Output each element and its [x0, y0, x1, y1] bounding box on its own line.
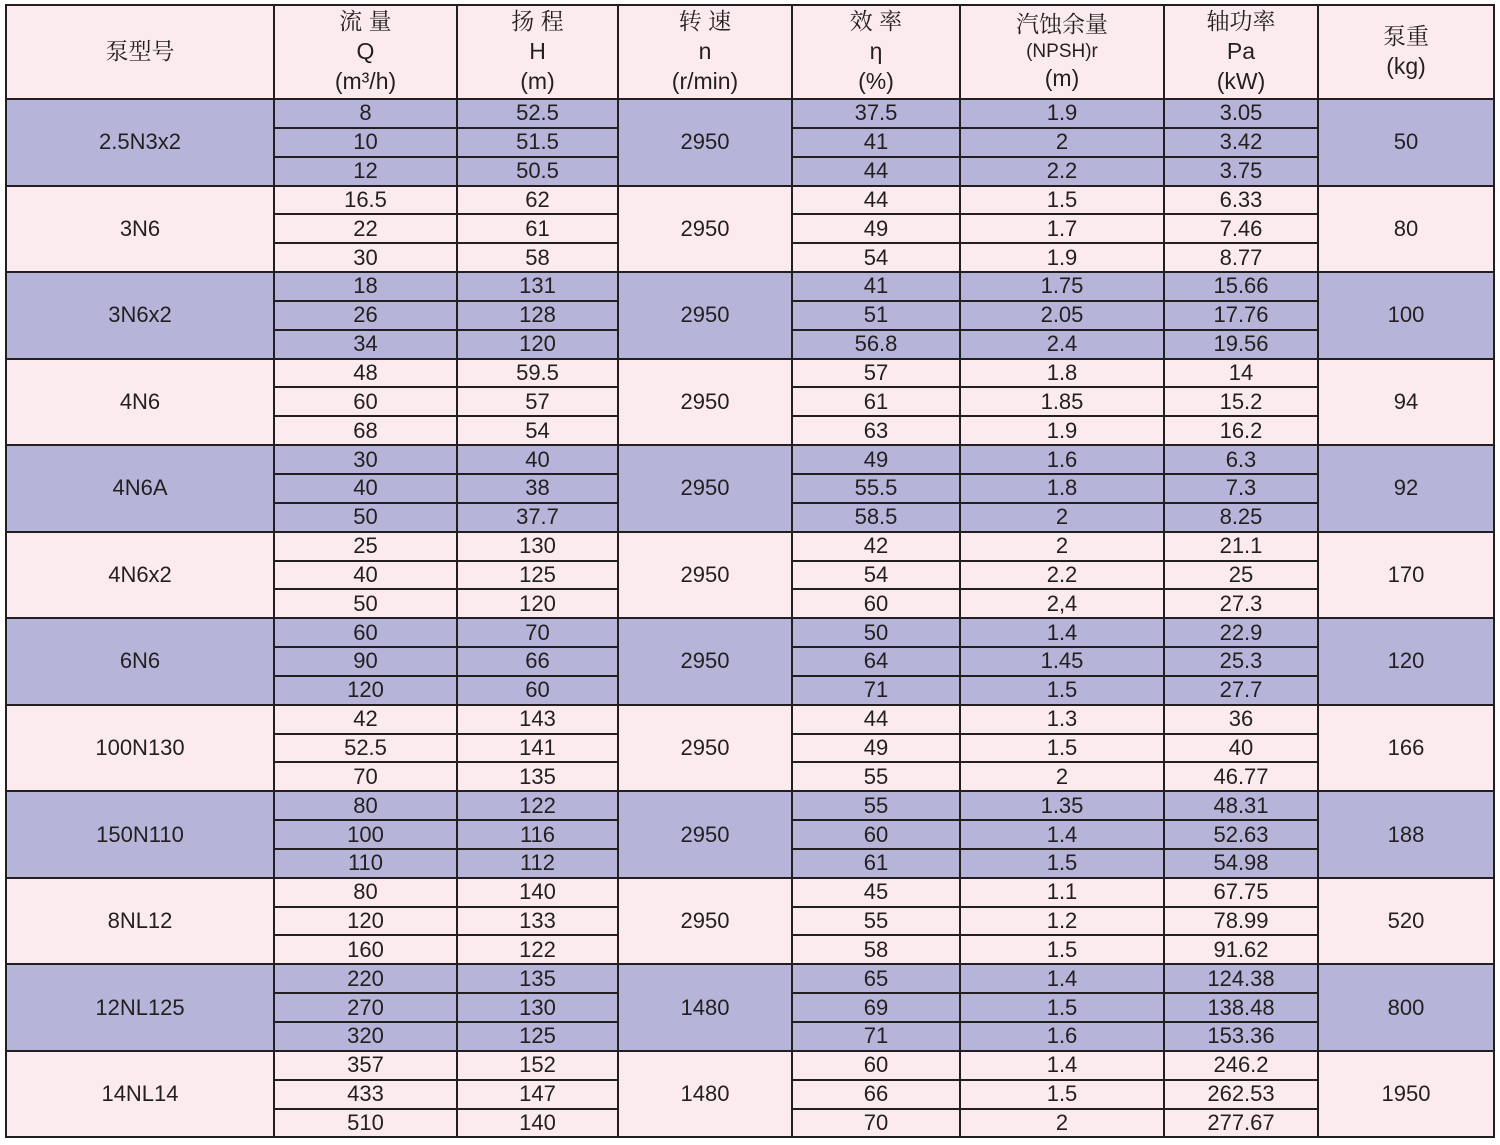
- head-cell: 135: [457, 762, 618, 791]
- flow-cell: 70: [274, 762, 457, 791]
- power-cell: 27.3: [1164, 589, 1318, 618]
- weight-cell: 100: [1318, 272, 1494, 359]
- header-speed: 转 速 n (r/min): [618, 5, 792, 99]
- flow-cell: 34: [274, 330, 457, 359]
- head-cell: 70: [457, 618, 618, 647]
- flow-cell: 60: [274, 387, 457, 416]
- npsh-cell: 1.5: [960, 186, 1164, 215]
- npsh-cell: 2.2: [960, 561, 1164, 590]
- power-cell: 3.75: [1164, 157, 1318, 186]
- head-cell: 128: [457, 301, 618, 330]
- table-row: [6, 99, 1494, 128]
- table-row: [6, 964, 1494, 993]
- npsh-cell: 1.5: [960, 734, 1164, 763]
- npsh-cell: 1.7: [960, 214, 1164, 243]
- model-cell: 100N130: [6, 705, 274, 792]
- efficiency-cell: 58: [792, 935, 960, 964]
- npsh-cell: 1.9: [960, 416, 1164, 445]
- efficiency-cell: 42: [792, 532, 960, 561]
- flow-cell: 26: [274, 301, 457, 330]
- speed-cell: 2950: [618, 99, 792, 186]
- flow-cell: 110: [274, 849, 457, 878]
- efficiency-cell: 71: [792, 676, 960, 705]
- efficiency-cell: 49: [792, 445, 960, 474]
- flow-cell: 433: [274, 1080, 457, 1109]
- flow-cell: 16.5: [274, 186, 457, 215]
- head-cell: 51.5: [457, 128, 618, 157]
- power-cell: 7.46: [1164, 214, 1318, 243]
- power-cell: 48.31: [1164, 791, 1318, 820]
- flow-cell: 68: [274, 416, 457, 445]
- npsh-cell: 1.75: [960, 272, 1164, 301]
- model-cell: 4N6A: [6, 445, 274, 532]
- efficiency-cell: 49: [792, 734, 960, 763]
- npsh-cell: 2.4: [960, 330, 1164, 359]
- flow-cell: 60: [274, 618, 457, 647]
- weight-cell: 520: [1318, 878, 1494, 965]
- efficiency-cell: 45: [792, 878, 960, 907]
- npsh-cell: 1.4: [960, 964, 1164, 993]
- npsh-cell: 1.4: [960, 820, 1164, 849]
- efficiency-cell: 37.5: [792, 99, 960, 128]
- npsh-cell: 1.5: [960, 849, 1164, 878]
- model-cell: 6N6: [6, 618, 274, 705]
- power-cell: 25.3: [1164, 647, 1318, 676]
- head-cell: 62: [457, 186, 618, 215]
- efficiency-cell: 63: [792, 416, 960, 445]
- table-row: [6, 532, 1494, 561]
- speed-cell: 2950: [618, 445, 792, 532]
- flow-cell: 80: [274, 878, 457, 907]
- flow-cell: 42: [274, 705, 457, 734]
- efficiency-cell: 60: [792, 1051, 960, 1080]
- header-model: 泵型号: [6, 5, 274, 99]
- npsh-cell: 1.45: [960, 647, 1164, 676]
- efficiency-cell: 49: [792, 214, 960, 243]
- model-cell: 8NL12: [6, 878, 274, 965]
- table-row: [6, 272, 1494, 301]
- npsh-cell: 1.2: [960, 907, 1164, 936]
- power-cell: 6.3: [1164, 445, 1318, 474]
- flow-cell: 12: [274, 157, 457, 186]
- flow-cell: 30: [274, 243, 457, 272]
- npsh-cell: 2: [960, 128, 1164, 157]
- flow-cell: 160: [274, 935, 457, 964]
- speed-cell: 1480: [618, 964, 792, 1051]
- flow-cell: 48: [274, 359, 457, 388]
- flow-cell: 50: [274, 589, 457, 618]
- efficiency-cell: 60: [792, 589, 960, 618]
- table-row: [6, 359, 1494, 388]
- flow-cell: 120: [274, 676, 457, 705]
- npsh-cell: 1.35: [960, 791, 1164, 820]
- table-row: [6, 1051, 1494, 1080]
- speed-cell: 2950: [618, 878, 792, 965]
- npsh-cell: 2: [960, 762, 1164, 791]
- npsh-cell: 1.1: [960, 878, 1164, 907]
- power-cell: 21.1: [1164, 532, 1318, 561]
- header-weight: 泵重 (kg): [1318, 5, 1494, 99]
- efficiency-cell: 44: [792, 705, 960, 734]
- flow-cell: 22: [274, 214, 457, 243]
- weight-cell: 50: [1318, 99, 1494, 186]
- head-cell: 120: [457, 589, 618, 618]
- power-cell: 124.38: [1164, 964, 1318, 993]
- flow-cell: 8: [274, 99, 457, 128]
- power-cell: 262.53: [1164, 1080, 1318, 1109]
- table-row: [6, 791, 1494, 820]
- head-cell: 122: [457, 935, 618, 964]
- head-cell: 130: [457, 532, 618, 561]
- model-cell: 4N6x2: [6, 532, 274, 619]
- head-cell: 143: [457, 705, 618, 734]
- speed-cell: 2950: [618, 186, 792, 273]
- head-cell: 152: [457, 1051, 618, 1080]
- efficiency-cell: 41: [792, 272, 960, 301]
- power-cell: 8.77: [1164, 243, 1318, 272]
- table-row: [6, 618, 1494, 647]
- efficiency-cell: 65: [792, 964, 960, 993]
- model-cell: 4N6: [6, 359, 274, 446]
- head-cell: 141: [457, 734, 618, 763]
- power-cell: 6.33: [1164, 186, 1318, 215]
- npsh-cell: 1.8: [960, 474, 1164, 503]
- flow-cell: 90: [274, 647, 457, 676]
- efficiency-cell: 69: [792, 993, 960, 1022]
- power-cell: 19.56: [1164, 330, 1318, 359]
- head-cell: 135: [457, 964, 618, 993]
- speed-cell: 2950: [618, 532, 792, 619]
- power-cell: 8.25: [1164, 503, 1318, 532]
- weight-cell: 94: [1318, 359, 1494, 446]
- power-cell: 3.05: [1164, 99, 1318, 128]
- header-npsh: 汽蚀余量 (NPSH)r (m): [960, 5, 1164, 99]
- head-cell: 58: [457, 243, 618, 272]
- efficiency-cell: 64: [792, 647, 960, 676]
- flow-cell: 50: [274, 503, 457, 532]
- weight-cell: 170: [1318, 532, 1494, 619]
- power-cell: 25: [1164, 561, 1318, 590]
- model-cell: 14NL14: [6, 1051, 274, 1138]
- npsh-cell: 2,4: [960, 589, 1164, 618]
- flow-cell: 100: [274, 820, 457, 849]
- weight-cell: 800: [1318, 964, 1494, 1051]
- flow-cell: 270: [274, 993, 457, 1022]
- efficiency-cell: 60: [792, 820, 960, 849]
- flow-cell: 320: [274, 1022, 457, 1051]
- efficiency-cell: 44: [792, 186, 960, 215]
- flow-cell: 80: [274, 791, 457, 820]
- efficiency-cell: 61: [792, 387, 960, 416]
- table-header-row: [6, 5, 1494, 99]
- flow-cell: 30: [274, 445, 457, 474]
- power-cell: 7.3: [1164, 474, 1318, 503]
- flow-cell: 510: [274, 1109, 457, 1138]
- flow-cell: 40: [274, 561, 457, 590]
- model-cell: 2.5N3x2: [6, 99, 274, 186]
- speed-cell: 2950: [618, 791, 792, 878]
- power-cell: 52.63: [1164, 820, 1318, 849]
- npsh-cell: 1.85: [960, 387, 1164, 416]
- npsh-cell: 1.4: [960, 1051, 1164, 1080]
- power-cell: 246.2: [1164, 1051, 1318, 1080]
- npsh-cell: 1.3: [960, 705, 1164, 734]
- head-cell: 125: [457, 561, 618, 590]
- power-cell: 22.9: [1164, 618, 1318, 647]
- head-cell: 54: [457, 416, 618, 445]
- table-row: [6, 878, 1494, 907]
- flow-cell: 220: [274, 964, 457, 993]
- head-cell: 116: [457, 820, 618, 849]
- npsh-cell: 1.5: [960, 1080, 1164, 1109]
- model-cell: 3N6: [6, 186, 274, 273]
- efficiency-cell: 50: [792, 618, 960, 647]
- head-cell: 120: [457, 330, 618, 359]
- head-cell: 66: [457, 647, 618, 676]
- npsh-cell: 1.9: [960, 99, 1164, 128]
- head-cell: 140: [457, 878, 618, 907]
- power-cell: 40: [1164, 734, 1318, 763]
- power-cell: 78.99: [1164, 907, 1318, 936]
- head-cell: 133: [457, 907, 618, 936]
- efficiency-cell: 56.8: [792, 330, 960, 359]
- flow-cell: 357: [274, 1051, 457, 1080]
- efficiency-cell: 51: [792, 301, 960, 330]
- head-cell: 52.5: [457, 99, 618, 128]
- power-cell: 17.76: [1164, 301, 1318, 330]
- power-cell: 91.62: [1164, 935, 1318, 964]
- head-cell: 60: [457, 676, 618, 705]
- header-head: 扬 程 H (m): [457, 5, 618, 99]
- speed-cell: 2950: [618, 359, 792, 446]
- npsh-cell: 1.4: [960, 618, 1164, 647]
- efficiency-cell: 71: [792, 1022, 960, 1051]
- table-row: [6, 445, 1494, 474]
- head-cell: 122: [457, 791, 618, 820]
- head-cell: 125: [457, 1022, 618, 1051]
- head-cell: 40: [457, 445, 618, 474]
- weight-cell: 1950: [1318, 1051, 1494, 1138]
- power-cell: 27.7: [1164, 676, 1318, 705]
- npsh-cell: 1.5: [960, 676, 1164, 705]
- npsh-cell: 1.9: [960, 243, 1164, 272]
- efficiency-cell: 55: [792, 762, 960, 791]
- power-cell: 15.66: [1164, 272, 1318, 301]
- efficiency-cell: 55: [792, 907, 960, 936]
- efficiency-cell: 54: [792, 243, 960, 272]
- npsh-cell: 1.6: [960, 445, 1164, 474]
- power-cell: 15.2: [1164, 387, 1318, 416]
- efficiency-cell: 55: [792, 791, 960, 820]
- head-cell: 131: [457, 272, 618, 301]
- header-efficiency: 效 率 η (%): [792, 5, 960, 99]
- efficiency-cell: 58.5: [792, 503, 960, 532]
- power-cell: 277.67: [1164, 1109, 1318, 1138]
- power-cell: 36: [1164, 705, 1318, 734]
- table-body: [6, 99, 1494, 1137]
- table-row: [6, 186, 1494, 215]
- header-flow: 流 量 Q (m³/h): [274, 5, 457, 99]
- model-cell: 3N6x2: [6, 272, 274, 359]
- efficiency-cell: 54: [792, 561, 960, 590]
- flow-cell: 18: [274, 272, 457, 301]
- head-cell: 112: [457, 849, 618, 878]
- efficiency-cell: 57: [792, 359, 960, 388]
- npsh-cell: 2: [960, 1109, 1164, 1138]
- head-cell: 130: [457, 993, 618, 1022]
- flow-cell: 52.5: [274, 734, 457, 763]
- model-cell: 150N110: [6, 791, 274, 878]
- speed-cell: 2950: [618, 705, 792, 792]
- npsh-cell: 2.2: [960, 157, 1164, 186]
- power-cell: 138.48: [1164, 993, 1318, 1022]
- weight-cell: 92: [1318, 445, 1494, 532]
- header-power: 轴功率 Pa (kW): [1164, 5, 1318, 99]
- npsh-cell: 1.5: [960, 935, 1164, 964]
- speed-cell: 2950: [618, 618, 792, 705]
- flow-cell: 120: [274, 907, 457, 936]
- weight-cell: 166: [1318, 705, 1494, 792]
- power-cell: 14: [1164, 359, 1318, 388]
- power-cell: 153.36: [1164, 1022, 1318, 1051]
- speed-cell: 1480: [618, 1051, 792, 1138]
- weight-cell: 188: [1318, 791, 1494, 878]
- head-cell: 61: [457, 214, 618, 243]
- power-cell: 54.98: [1164, 849, 1318, 878]
- table-row: [6, 705, 1494, 734]
- flow-cell: 25: [274, 532, 457, 561]
- efficiency-cell: 61: [792, 849, 960, 878]
- npsh-cell: 2: [960, 532, 1164, 561]
- efficiency-cell: 70: [792, 1109, 960, 1138]
- npsh-cell: 2: [960, 503, 1164, 532]
- npsh-cell: 1.8: [960, 359, 1164, 388]
- model-cell: 12NL125: [6, 964, 274, 1051]
- head-cell: 50.5: [457, 157, 618, 186]
- npsh-cell: 1.5: [960, 993, 1164, 1022]
- efficiency-cell: 41: [792, 128, 960, 157]
- npsh-cell: 1.6: [960, 1022, 1164, 1051]
- weight-cell: 80: [1318, 186, 1494, 273]
- head-cell: 57: [457, 387, 618, 416]
- power-cell: 16.2: [1164, 416, 1318, 445]
- efficiency-cell: 55.5: [792, 474, 960, 503]
- npsh-cell: 2.05: [960, 301, 1164, 330]
- flow-cell: 10: [274, 128, 457, 157]
- power-cell: 67.75: [1164, 878, 1318, 907]
- head-cell: 140: [457, 1109, 618, 1138]
- pump-spec-table: [5, 4, 1495, 1138]
- head-cell: 147: [457, 1080, 618, 1109]
- weight-cell: 120: [1318, 618, 1494, 705]
- head-cell: 38: [457, 474, 618, 503]
- efficiency-cell: 44: [792, 157, 960, 186]
- power-cell: 46.77: [1164, 762, 1318, 791]
- head-cell: 59.5: [457, 359, 618, 388]
- efficiency-cell: 66: [792, 1080, 960, 1109]
- speed-cell: 2950: [618, 272, 792, 359]
- flow-cell: 40: [274, 474, 457, 503]
- power-cell: 3.42: [1164, 128, 1318, 157]
- head-cell: 37.7: [457, 503, 618, 532]
